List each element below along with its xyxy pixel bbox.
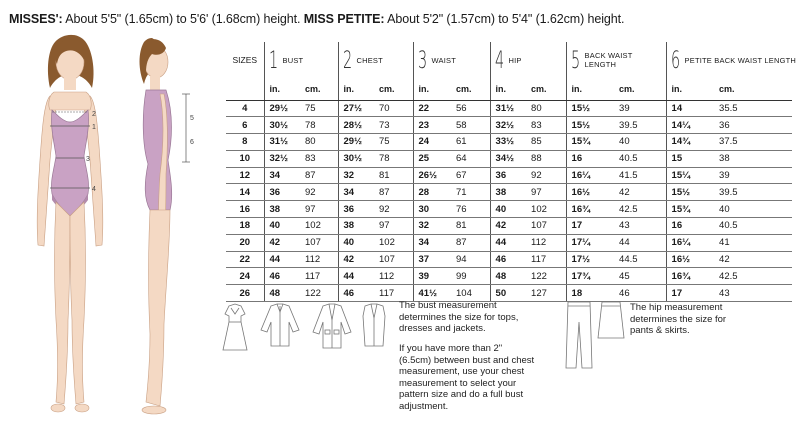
centimeters-cell: 61 [453, 134, 490, 151]
inches-cell: 36 [490, 167, 528, 184]
centimeters-cell: 42 [616, 184, 666, 201]
centimeters-cell: 44.5 [616, 251, 666, 268]
centimeters-cell: 64 [453, 150, 490, 167]
inches-cell: 16¼ [566, 167, 616, 184]
size-cell: 6 [226, 117, 264, 134]
inches-cell: 37 [413, 251, 453, 268]
centimeters-cell: 117 [528, 251, 566, 268]
table-row [226, 218, 792, 235]
hip-note-line: The hip measurement [630, 302, 723, 313]
centimeters-cell: 92 [376, 201, 413, 218]
inches-cell: 46 [264, 268, 302, 285]
centimeters-cell: 87 [376, 184, 413, 201]
table-row [226, 117, 792, 134]
centimeters-cell: 39 [716, 167, 792, 184]
centimeters-cell: 35.5 [716, 100, 792, 117]
inches-cell: 16¼ [666, 234, 716, 251]
inches-cell: 32 [338, 167, 376, 184]
unit-in: in. [413, 78, 453, 100]
centimeters-cell: 46 [616, 285, 666, 302]
unit-cm: cm. [376, 78, 413, 100]
centimeters-cell: 73 [376, 117, 413, 134]
centimeters-cell: 112 [302, 251, 338, 268]
table-row [226, 150, 792, 167]
inches-cell: 44 [338, 268, 376, 285]
units-row-blank [226, 78, 264, 100]
inches-cell: 24 [413, 134, 453, 151]
pants-skirt-icons [562, 298, 628, 370]
table-row [226, 184, 792, 201]
inches-cell: 50 [490, 285, 528, 302]
front-body-figure-illustration [10, 30, 140, 425]
inches-cell: 15¼ [666, 167, 716, 184]
inches-cell: 44 [264, 251, 302, 268]
size-cell: 22 [226, 251, 264, 268]
dress-icon [223, 304, 247, 350]
centimeters-cell: 42 [716, 251, 792, 268]
centimeters-cell: 87 [302, 167, 338, 184]
centimeters-cell: 81 [376, 167, 413, 184]
inches-cell: 40 [490, 201, 528, 218]
chest-column-number: 2 [342, 46, 352, 74]
bust-note-line: determines the size for tops, [399, 311, 519, 323]
centimeters-cell: 40 [716, 201, 792, 218]
centimeters-cell: 40 [616, 134, 666, 151]
centimeters-cell: 42.5 [616, 201, 666, 218]
column-header-chest [338, 42, 413, 78]
unit-in: in. [566, 78, 616, 100]
centimeters-cell: 102 [376, 234, 413, 251]
chest-note-line: If you have more than 2" [399, 343, 503, 354]
size-cell: 14 [226, 184, 264, 201]
column-header-back-waist-length [566, 42, 666, 78]
centimeters-cell: 40.5 [616, 150, 666, 167]
hip-measurement-note [630, 302, 780, 337]
centimeters-cell: 80 [302, 134, 338, 151]
inches-cell: 42 [338, 251, 376, 268]
chest-measurement-note [399, 343, 569, 412]
inches-cell: 38 [264, 201, 302, 218]
inches-cell: 48 [490, 268, 528, 285]
unit-cm: cm. [528, 78, 566, 100]
chest-note-line: measurement to select your [399, 377, 517, 389]
inches-cell: 14¼ [666, 117, 716, 134]
table-row [226, 268, 792, 285]
centimeters-cell: 67 [453, 167, 490, 184]
figure-marker-bust: 1 [92, 124, 96, 131]
unit-cm: cm. [302, 78, 338, 100]
inches-cell: 16 [666, 218, 716, 235]
figure-marker-petite-back-waist: 6 [190, 139, 194, 146]
inches-cell: 28 [413, 184, 453, 201]
centimeters-cell: 70 [376, 100, 413, 117]
petite-height-text: About 5'2" (1.57cm) to 5'4" (1.62cm) height. [384, 12, 625, 26]
bust-column-label: BUST [282, 55, 304, 65]
table-row [226, 201, 792, 218]
centimeters-cell: 43 [716, 285, 792, 302]
size-cell: 26 [226, 285, 264, 302]
unit-in: in. [666, 78, 716, 100]
inches-cell: 39 [413, 268, 453, 285]
hip-column-label: HIP [508, 55, 522, 65]
bust-column-number: 1 [268, 46, 278, 74]
inches-cell: 28½ [338, 117, 376, 134]
figure-marker-waist: 3 [86, 156, 90, 163]
hip-note-line: determines the size for [630, 313, 727, 325]
centimeters-cell: 40.5 [716, 218, 792, 235]
figure-marker-chest: 2 [92, 111, 96, 118]
chest-column-label: CHEST [356, 55, 383, 65]
centimeters-cell: 99 [453, 268, 490, 285]
inches-cell: 29½ [338, 134, 376, 151]
centimeters-cell: 56 [453, 100, 490, 117]
petite-back-waist-column-number: 6 [670, 46, 680, 74]
inches-cell: 33½ [490, 134, 528, 151]
inches-cell: 31½ [264, 134, 302, 151]
inches-cell: 32½ [490, 117, 528, 134]
centimeters-cell: 75 [302, 100, 338, 117]
centimeters-cell: 97 [528, 184, 566, 201]
inches-cell: 17¼ [566, 234, 616, 251]
centimeters-cell: 83 [528, 117, 566, 134]
centimeters-cell: 117 [376, 285, 413, 302]
centimeters-cell: 88 [528, 150, 566, 167]
centimeters-cell: 107 [528, 218, 566, 235]
centimeters-cell: 92 [528, 167, 566, 184]
waist-column-label: WAIST [431, 55, 456, 65]
centimeters-cell: 44 [616, 234, 666, 251]
table-row [226, 100, 792, 117]
centimeters-cell: 122 [302, 285, 338, 302]
inches-cell: 30 [413, 201, 453, 218]
size-cell: 10 [226, 150, 264, 167]
inches-cell: 15½ [566, 100, 616, 117]
bust-note-line: dresses and jackets. [399, 323, 486, 334]
table-row [226, 234, 792, 251]
inches-cell: 46 [338, 285, 376, 302]
inches-cell: 15 [666, 150, 716, 167]
centimeters-cell: 58 [453, 117, 490, 134]
centimeters-cell: 117 [302, 268, 338, 285]
centimeters-cell: 104 [453, 285, 490, 302]
back-waist-column-number: 5 [570, 46, 580, 74]
inches-cell: 46 [490, 251, 528, 268]
centimeters-cell: 102 [302, 218, 338, 235]
chest-note-line: (6.5cm) between bust and chest [399, 354, 535, 366]
inches-cell: 36 [264, 184, 302, 201]
inches-cell: 31½ [490, 100, 528, 117]
centimeters-cell: 80 [528, 100, 566, 117]
size-cell: 8 [226, 134, 264, 151]
blouse-icon [261, 304, 299, 346]
centimeters-cell: 107 [302, 234, 338, 251]
inches-cell: 17 [566, 218, 616, 235]
inches-cell: 25 [413, 150, 453, 167]
inches-cell: 42 [490, 218, 528, 235]
table-row [226, 251, 792, 268]
unit-in: in. [338, 78, 376, 100]
centimeters-cell: 92 [302, 184, 338, 201]
chest-note-line: measurement, use your chest [399, 366, 525, 377]
centimeters-cell: 41.5 [616, 167, 666, 184]
hip-column-number: 4 [494, 46, 504, 74]
inches-cell: 26½ [413, 167, 453, 184]
size-chart-header [9, 12, 624, 26]
inches-cell: 34 [338, 184, 376, 201]
petite-back-waist-column-label: PETITE BACK WAIST LENGTH [684, 55, 797, 65]
inches-cell: 29½ [264, 100, 302, 117]
centimeters-cell: 39 [616, 100, 666, 117]
inches-cell: 23 [413, 117, 453, 134]
inches-cell: 44 [490, 234, 528, 251]
centimeters-cell: 42.5 [716, 268, 792, 285]
centimeters-cell: 102 [528, 201, 566, 218]
centimeters-cell: 122 [528, 268, 566, 285]
centimeters-cell: 85 [528, 134, 566, 151]
units-row [226, 78, 792, 100]
column-header-hip [490, 42, 566, 78]
inches-cell: 14 [666, 100, 716, 117]
unit-cm: cm. [616, 78, 666, 100]
centimeters-cell: 36 [716, 117, 792, 134]
inches-cell: 41½ [413, 285, 453, 302]
inches-cell: 17¾ [566, 268, 616, 285]
centimeters-cell: 37.5 [716, 134, 792, 151]
side-body-figure-illustration [130, 34, 220, 424]
inches-cell: 17½ [566, 251, 616, 268]
inches-cell: 48 [264, 285, 302, 302]
table-row [226, 134, 792, 151]
inches-cell: 15¾ [566, 134, 616, 151]
misses-height-text: About 5'5" (1.65cm) to 5'6' (1.68cm) height. [62, 12, 304, 26]
figure-marker-back-waist: 5 [190, 115, 194, 122]
inches-cell: 40 [338, 234, 376, 251]
inches-cell: 34½ [490, 150, 528, 167]
size-cell: 20 [226, 234, 264, 251]
inches-cell: 27½ [338, 100, 376, 117]
centimeters-cell: 87 [453, 234, 490, 251]
table-row [226, 167, 792, 184]
table-header-row [226, 42, 792, 78]
column-header-bust [264, 42, 338, 78]
inches-cell: 38 [338, 218, 376, 235]
figure-marker-hip: 4 [92, 186, 96, 193]
size-cell: 4 [226, 100, 264, 117]
sizes-header: SIZES [232, 55, 258, 65]
centimeters-cell: 127 [528, 285, 566, 302]
inches-cell: 42 [264, 234, 302, 251]
inches-cell: 16½ [566, 184, 616, 201]
waist-column-number: 3 [417, 46, 427, 74]
inches-cell: 15½ [666, 184, 716, 201]
inches-cell: 40 [264, 218, 302, 235]
inches-cell: 34 [264, 167, 302, 184]
centimeters-cell: 78 [376, 150, 413, 167]
inches-cell: 22 [413, 100, 453, 117]
hip-note-line: pants & skirts. [630, 325, 690, 336]
chest-note-line: pattern size and do a full bust [399, 389, 524, 400]
inches-cell: 14¾ [666, 134, 716, 151]
centimeters-cell: 112 [376, 268, 413, 285]
back-waist-column-label: BACK WAIST LENGTH [584, 51, 633, 69]
column-header-petite-back-waist-length [666, 42, 797, 78]
inches-cell: 30½ [264, 117, 302, 134]
centimeters-cell: 83 [302, 150, 338, 167]
inches-cell: 16 [566, 150, 616, 167]
inches-cell: 32½ [264, 150, 302, 167]
inches-cell: 18 [566, 285, 616, 302]
unit-cm: cm. [453, 78, 490, 100]
inches-cell: 34 [413, 234, 453, 251]
inches-cell: 15¾ [666, 201, 716, 218]
inches-cell: 16¾ [666, 268, 716, 285]
centimeters-cell: 39.5 [716, 184, 792, 201]
inches-cell: 17 [666, 285, 716, 302]
centimeters-cell: 97 [376, 218, 413, 235]
unit-cm: cm. [716, 78, 792, 100]
misses-label: MISSES': [9, 12, 63, 26]
inches-cell: 16¾ [566, 201, 616, 218]
centimeters-cell: 78 [302, 117, 338, 134]
centimeters-cell: 41 [716, 234, 792, 251]
inches-cell: 15½ [566, 117, 616, 134]
tops-dresses-jackets-icons [219, 300, 397, 356]
size-cell: 24 [226, 268, 264, 285]
size-chart-table [226, 42, 797, 302]
size-cell: 12 [226, 167, 264, 184]
bust-measurement-note [399, 300, 569, 335]
size-cell: 16 [226, 201, 264, 218]
skirt-icon [598, 302, 624, 338]
vest-icon [363, 304, 385, 346]
centimeters-cell: 112 [528, 234, 566, 251]
centimeters-cell: 81 [453, 218, 490, 235]
inches-cell: 16½ [666, 251, 716, 268]
centimeters-cell: 94 [453, 251, 490, 268]
jacket-icon [313, 304, 351, 348]
unit-in: in. [264, 78, 302, 100]
inches-cell: 30½ [338, 150, 376, 167]
pants-icon [566, 302, 592, 368]
unit-in: in. [490, 78, 528, 100]
centimeters-cell: 71 [453, 184, 490, 201]
chest-note-line: adjustment. [399, 400, 449, 412]
centimeters-cell: 39.5 [616, 117, 666, 134]
petite-label: MISS PETITE: [303, 12, 385, 26]
size-chart-body [226, 100, 792, 302]
centimeters-cell: 97 [302, 201, 338, 218]
bust-note-line: The bust measurement [399, 300, 497, 311]
column-header-waist [413, 42, 490, 78]
inches-cell: 32 [413, 218, 453, 235]
centimeters-cell: 45 [616, 268, 666, 285]
centimeters-cell: 107 [376, 251, 413, 268]
centimeters-cell: 43 [616, 218, 666, 235]
size-cell: 18 [226, 218, 264, 235]
centimeters-cell: 76 [453, 201, 490, 218]
inches-cell: 36 [338, 201, 376, 218]
inches-cell: 38 [490, 184, 528, 201]
centimeters-cell: 38 [716, 150, 792, 167]
centimeters-cell: 75 [376, 134, 413, 151]
